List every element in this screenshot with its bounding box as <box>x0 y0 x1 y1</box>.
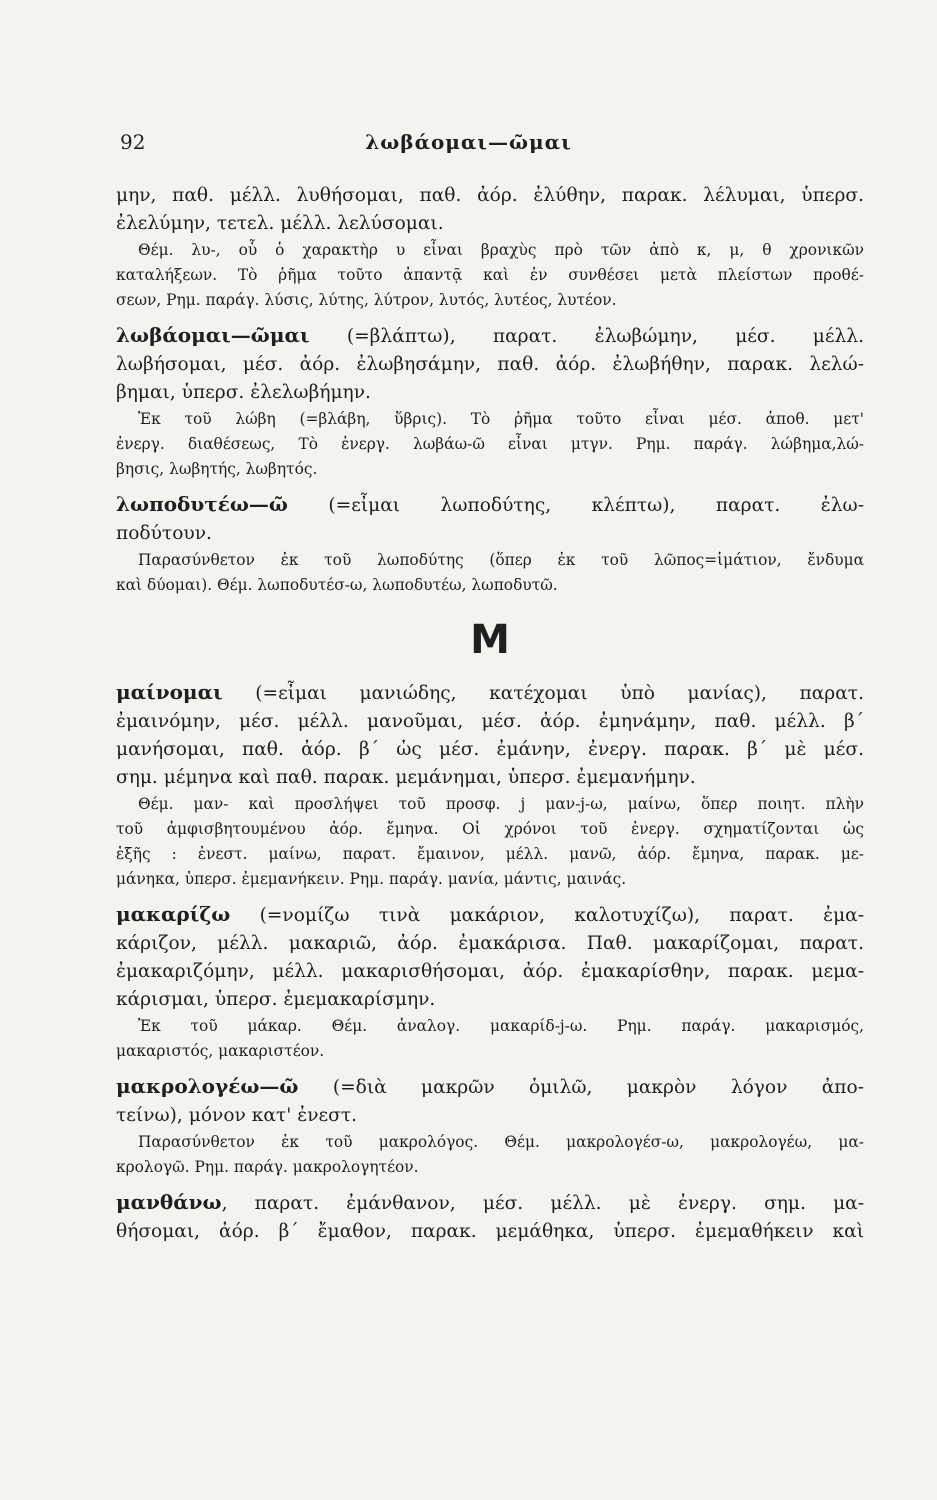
entry-line: κάριζον, μέλλ. μακαριῶ, ἀόρ. ἐμακάρισα. Παθ. μακαρίζομαι, παρατ. <box>116 933 864 954</box>
running-head: λωβάομαι—ῶμαι <box>365 130 572 154</box>
entry-line: ἐμαινόμην, μέσ. μέλλ. μανοῦμαι, μέσ. ἀόρ. ἐμηνάμην, παθ. μέλλ. β΄ <box>116 711 864 732</box>
entry-note: Θέμ. μαν- καὶ προσλήψει τοῦ προσφ. j μαν-j-ω, μαίνω, ὅπερ ποιητ. πλὴν <box>138 795 864 813</box>
entry-note: Ἐκ τοῦ μάκαρ. Θέμ. ἀναλογ. μακαρίδ-j-ω. Ρημ. παράγ. μακαρισμός, <box>138 1017 864 1035</box>
entry-line: (=διὰ μακρῶν ὁμιλῶ, μακρὸν λόγον ἀπο- <box>332 1077 864 1098</box>
entry-line: τείνω), μόνον κατ' ἐνεστ. <box>116 1105 358 1126</box>
entry-lopodyteo <box>116 490 864 598</box>
entry-note: Παρασύνθετον ἐκ τοῦ λωποδύτης (ὅπερ ἐκ τοῦ λῶπος=ἱμάτιον, ἔνδυμα <box>138 551 864 569</box>
entry-line: μανήσομαι, παθ. ἀόρ. β΄ ὡς μέσ. ἐμάνην, ἐνεργ. παρακ. β΄ μὲ μέσ. <box>116 739 864 760</box>
entry-line: ποδύτουν. <box>116 523 212 544</box>
entry-line: λωβήσομαι, μέσ. ἀόρ. ἐλωβησάμην, παθ. ἀόρ. ἐλωβήθην, παρακ. λελώ- <box>116 354 864 375</box>
entry-first-line <box>116 1188 864 1218</box>
page-body <box>116 182 864 1254</box>
headword: μαίνομαι <box>116 680 223 704</box>
entry-line: (=νομίζω τινὰ μακάριον, καλοτυχίζω), παρατ. ἐμα- <box>259 905 864 926</box>
headword: μανθάνω <box>116 1190 222 1214</box>
entry-note: κρολογῶ. Ρημ. παράγ. μακρολογητέον. <box>116 1158 419 1176</box>
headword: μακαρίζω <box>116 902 231 926</box>
entry-first-line <box>116 321 864 351</box>
entry-line: (=εἶμαι μανιώδης, κατέχομαι ὑπὸ μανίας), παρατ. <box>255 683 864 704</box>
entry-note: βησις, λωβητής, λωβητός. <box>116 460 318 478</box>
entry-note: τοῦ ἀμφισβητουμένου ἀόρ. ἔμηνα. Οἱ χρόνοι τοῦ ἐνεργ. σχηματίζονται ὡς <box>116 820 864 838</box>
headword: μακρολογέω—ῶ <box>116 1074 299 1098</box>
entry-makrologeo <box>116 1072 864 1180</box>
entry-first-line <box>116 490 864 520</box>
entry-line: (=βλάπτω), παρατ. ἐλωβώμην, μέσ. μέλλ. <box>346 326 864 347</box>
page-number: 92 <box>120 130 146 154</box>
entry-first-line <box>116 1072 864 1102</box>
entry-note: καὶ δύομαι). Θέμ. λωποδυτέσ-ω, λωποδυτέω, λωποδυτῶ. <box>116 576 558 594</box>
entry-mainomai <box>116 678 864 892</box>
entry-note: Θέμ. λυ-, οὗ ὁ χαρακτὴρ υ εἶναι βραχὺς πρὸ τῶν ἀπὸ κ, μ, θ χρονικῶν <box>138 241 864 259</box>
entry-line: ἐλελύμην, τετελ. μέλλ. λελύσομαι. <box>116 213 444 234</box>
entry-lobaomai <box>116 321 864 482</box>
entry-note: ἑξῆς : ἐνεστ. μαίνω, παρατ. ἔμαινον, μέλλ. μανῶ, ἀόρ. ἔμηνα, παρακ. με- <box>116 845 864 863</box>
entry-line: σημ. μέμηνα καὶ παθ. παρακ. μεμάνημαι, ὑπερσ. ἐμεμανήμην. <box>116 767 696 788</box>
entry-first-line <box>116 900 864 930</box>
entry-manthano <box>116 1188 864 1246</box>
page-header <box>0 130 937 160</box>
entry-note: ἐνεργ. διαθέσεως, Τὸ ἐνεργ. λωβάω-ῶ εἶναι μτγν. Ρημ. παράγ. λώβημα,λώ- <box>116 435 864 453</box>
entry-note: μάνηκα, ὑπερσ. ἐμεμανήκειν. Ρημ. παράγ. μανία, μάντις, μαινάς. <box>116 870 627 888</box>
headword: λωβάομαι—ῶμαι <box>116 323 310 347</box>
entry-line: βημαι, ὑπερσ. ἐλελωβήμην. <box>116 382 371 403</box>
entry-line: μην, παθ. μέλλ. λυθήσομαι, παθ. ἀόρ. ἐλύθην, παρακ. λέλυμαι, ὑπερσ. <box>116 185 864 206</box>
entry-line: (=εἶμαι λωποδύτης, κλέπτω), παρατ. ἐλω- <box>328 495 864 516</box>
entry-note: καταλήξεων. Τὸ ῥῆμα τοῦτο ἀπαντᾷ καὶ ἐν συνθέσει μετὰ πλείστων προθέ- <box>116 266 864 284</box>
entry-note: σεων, Ρημ. παράγ. λύσις, λύτης, λύτρον, λυτός, λυτέος, λυτέον. <box>116 291 617 309</box>
section-letter: M <box>470 617 510 663</box>
entry-note: Παρασύνθετον ἐκ τοῦ μακρολόγος. Θέμ. μακρολογέσ-ω, μακρολογέω, μα- <box>138 1133 864 1151</box>
entry-line: κάρισμαι, ὑπερσ. ἐμεμακαρίσμην. <box>116 989 436 1010</box>
entry-line: θήσομαι, ἀόρ. β΄ ἔμαθον, παρακ. μεμάθηκα, ὑπερσ. ἐμεμαθήκειν καὶ <box>116 1221 864 1242</box>
entry-note: μακαριστός, μακαριστέον. <box>116 1042 325 1060</box>
headword: λωποδυτέω—ῶ <box>116 492 288 516</box>
entry-makarizo <box>116 900 864 1064</box>
entry-luo-continued <box>116 182 864 313</box>
entry-note: Ἐκ τοῦ λώβη (=βλάβη, ὕβρις). Τὸ ῥῆμα τοῦτο εἶναι μέσ. ἀποθ. μετ' <box>138 410 864 428</box>
entry-line: , παρατ. ἐμάνθανον, μέσ. μέλλ. μὲ ἐνεργ. σημ. μα- <box>221 1193 864 1214</box>
entry-first-line <box>116 678 864 708</box>
entry-line: ἐμακαριζόμην, μέλλ. μακαρισθήσομαι, ἀόρ. ἐμακαρίσθην, παρακ. μεμα- <box>116 961 864 982</box>
